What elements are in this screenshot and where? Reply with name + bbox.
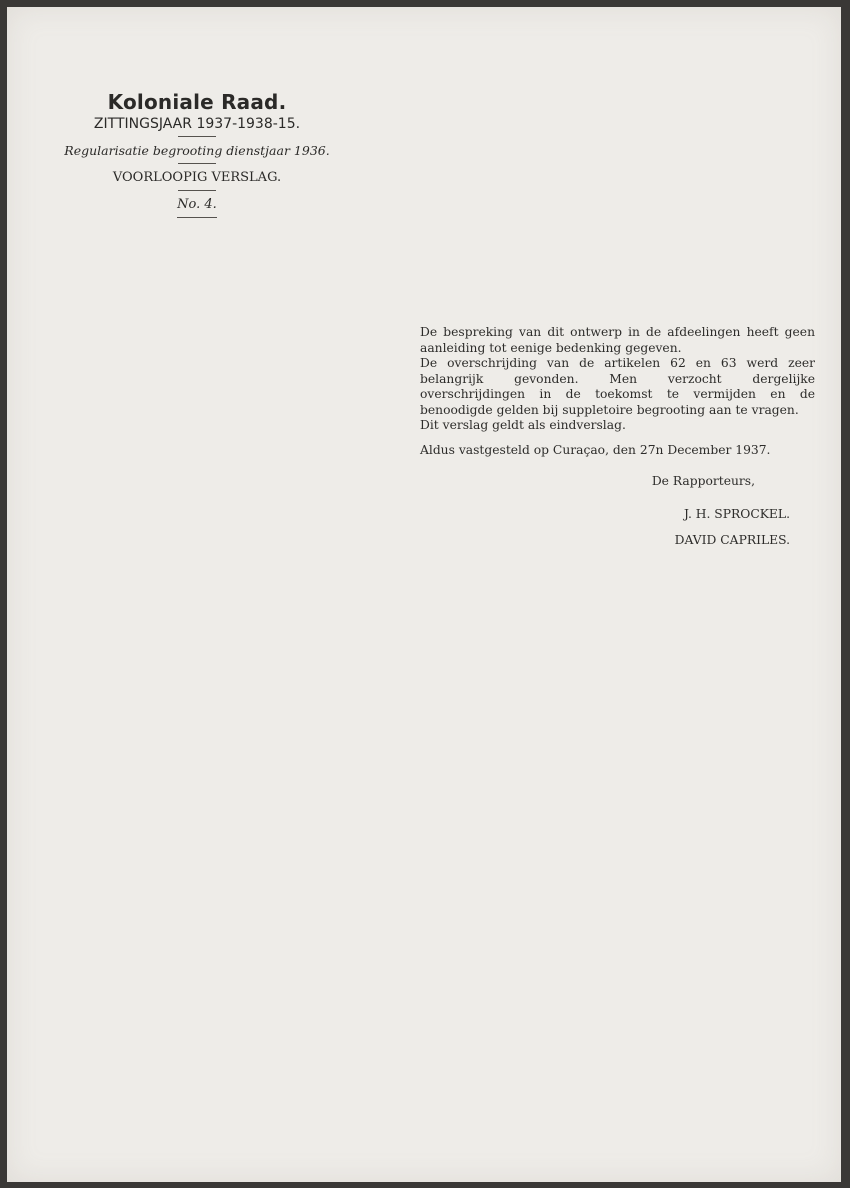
document-page	[7, 7, 841, 1182]
document-subject: Regularisatie begrooting dienstjaar 1936.	[64, 143, 330, 158]
body-paragraph: Dit verslag geldt als eindverslag.	[420, 418, 626, 432]
body-paragraph: De bespreking van dit ontwerp in de afdeelingen heeft geen aanleiding tot eenige bedenking gegeven.	[420, 325, 815, 355]
signature-block	[420, 474, 790, 548]
signer-name: DAVID CAPRILES.	[674, 533, 790, 547]
divider	[178, 136, 216, 137]
divider	[177, 217, 217, 218]
council-title: Koloniale Raad.	[107, 90, 287, 114]
report-body	[420, 325, 815, 434]
session-year: ZITTINGSJAAR 1937-1938-15.	[93, 116, 301, 132]
closing-line: Aldus vastgesteld op Curaçao, den 27n December 1937.	[420, 443, 771, 457]
document-number: No. 4.	[177, 197, 217, 212]
document-header	[47, 90, 347, 223]
closing-statement	[420, 443, 815, 458]
body-paragraph: De overschrijding van de artikelen 62 en 63 werd zeer belangrijk gevonden. Men verzocht dergelijke overschrijdingen in de toekomst te vermijden en de benoodigde gelden bij suppletoire begrooting aan te vragen.	[420, 356, 815, 417]
report-type: VOORLOOPIG VERSLAG.	[112, 170, 282, 185]
signer-role: De Rapporteurs,	[651, 474, 755, 488]
divider	[178, 190, 216, 191]
signer-name: J. H. SPROCKEL.	[683, 507, 790, 521]
divider	[178, 163, 216, 164]
